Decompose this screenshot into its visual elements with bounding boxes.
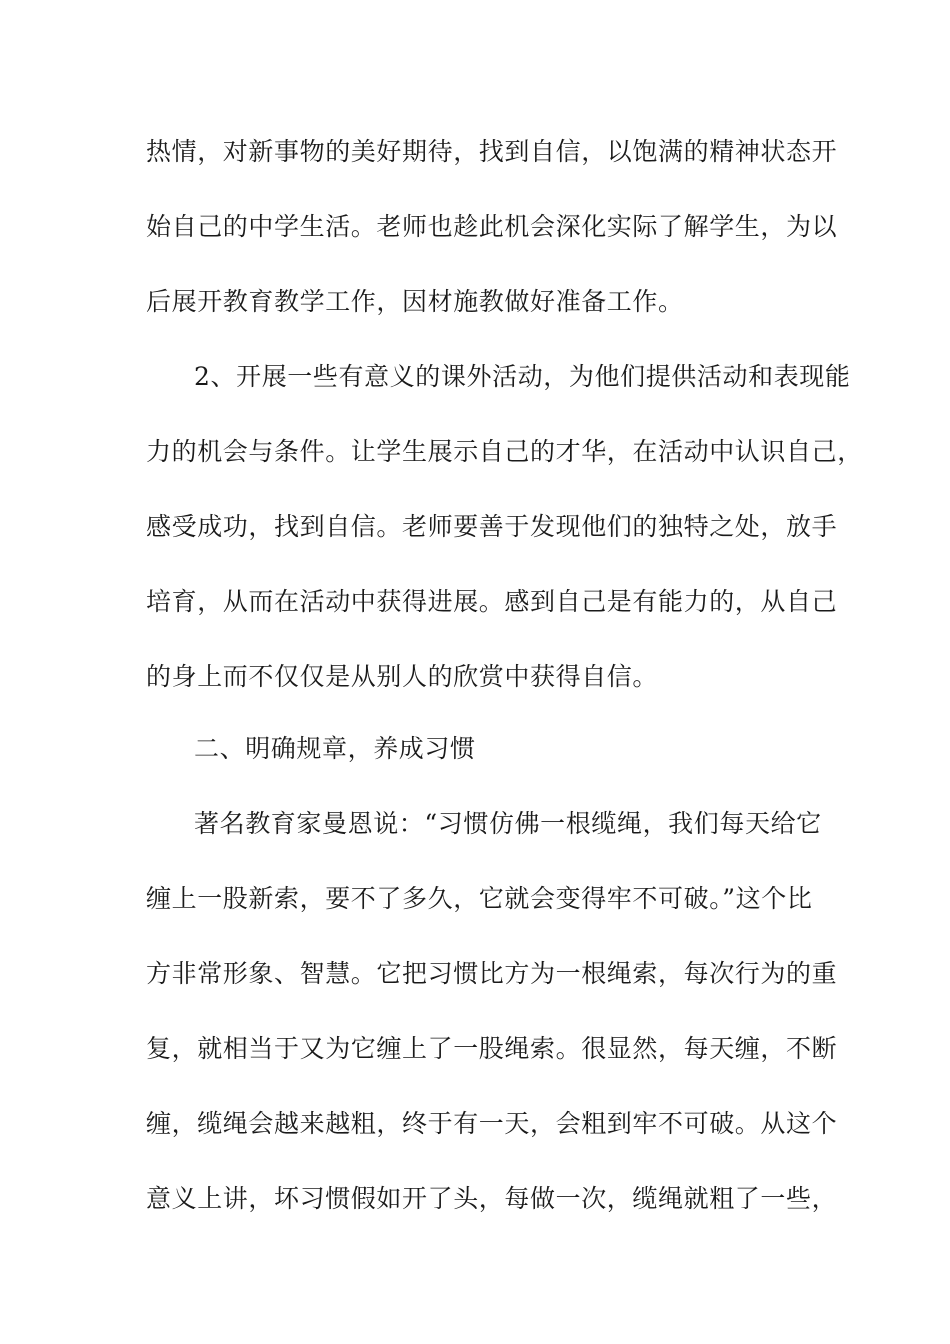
text-line: 缠，缆绳会越来越粗，终于有一天，会粗到牢不可破。从这个 <box>146 1109 838 1138</box>
text-line: 意义上讲，坏习惯假如开了头，每做一次，缆绳就粗了一些， <box>146 1184 838 1213</box>
paragraph-start-line: 著名教育家曼恩说：“习惯仿佛一根缆绳，我们每天给它 <box>194 809 822 838</box>
paragraph-start-line: 2、开展一些有意义的课外活动，为他们提供活动和表现能 <box>194 362 851 391</box>
text-line: 复，就相当于又为它缠上了一股绳索。很显然，每天缠，不断 <box>146 1034 838 1063</box>
text-line: 始自己的中学生活。老师也趁此机会深化实际了解学生，为以 <box>146 212 838 241</box>
text-line: 的身上而不仅仅是从别人的欣赏中获得自信。 <box>146 662 659 691</box>
text-line: 培育，从而在活动中获得进展。感到自己是有能力的，从自己 <box>146 587 838 616</box>
text-line: 感受成功，找到自信。老师要善于发现他们的独特之处，放手 <box>146 512 838 541</box>
section-heading: 二、明确规章，养成习惯 <box>194 734 476 763</box>
text-line: 后展开教育教学工作，因材施教做好准备工作。 <box>146 287 684 316</box>
text-line: 缠上一股新索，要不了多久，它就会变得牢不可破。”这个比 <box>146 884 813 913</box>
text-line: 力的机会与条件。让学生展示自己的才华，在活动中认识自己， <box>146 437 863 466</box>
text-line: 热情，对新事物的美好期待，找到自信，以饱满的精神状态开 <box>146 137 838 166</box>
text-line: 方非常形象、智慧。它把习惯比方为一根绳索，每次行为的重 <box>146 959 838 988</box>
